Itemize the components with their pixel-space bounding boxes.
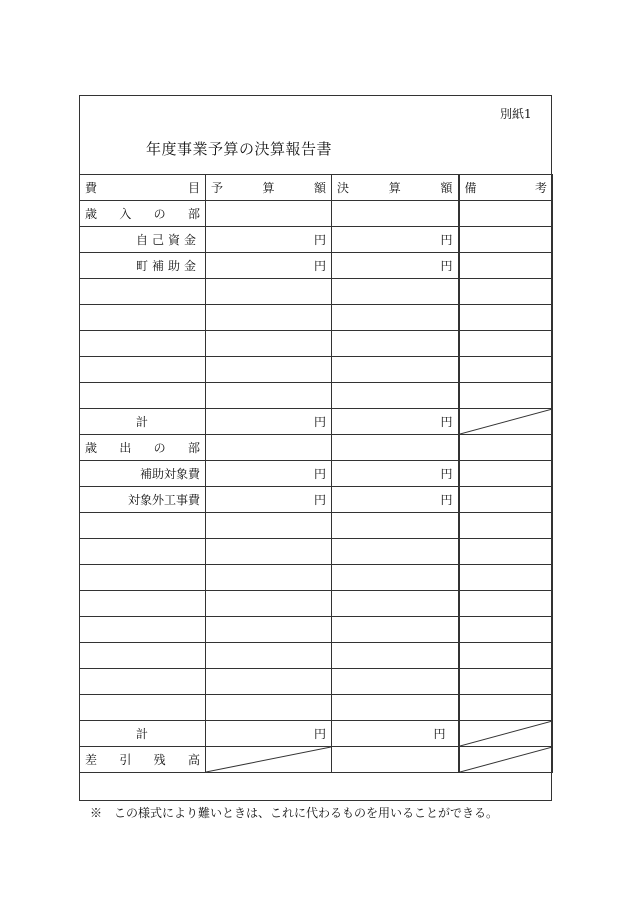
empty-row: [80, 357, 553, 383]
settlement-cell: 円: [332, 721, 459, 747]
income-section-row: [80, 201, 553, 227]
balance-label: 差 引 残 高: [80, 747, 206, 773]
table-row: [80, 227, 553, 253]
empty-row: [80, 331, 553, 357]
total-label: 計: [80, 409, 206, 435]
empty-row: [80, 305, 553, 331]
diagonal-slash: [206, 747, 331, 772]
empty-row: [80, 643, 553, 669]
diagonal-slash: [460, 747, 553, 772]
row-label: 町補助金: [80, 253, 206, 279]
empty-row: [80, 565, 553, 591]
expense-section-row: [80, 435, 553, 461]
empty-row: [80, 617, 553, 643]
row-label: 対象外工事費: [80, 487, 206, 513]
budget-cell: 円: [206, 253, 332, 279]
settlement-cell: [332, 747, 459, 773]
remarks-cell: [459, 461, 553, 487]
form-id: 別紙1: [500, 107, 532, 121]
row-label: 補助対象費: [80, 461, 206, 487]
empty-row: [80, 669, 553, 695]
empty-row: [80, 539, 553, 565]
settlement-cell: 円: [332, 487, 459, 513]
total-label: 計: [80, 721, 206, 747]
empty-row: [80, 513, 553, 539]
expense-section-label: 歳 出 の 部: [80, 435, 206, 461]
budget-table: [79, 174, 553, 773]
budget-cell: 円: [206, 721, 332, 747]
table-row: [80, 253, 553, 279]
header-remarks: 備 考: [459, 175, 553, 201]
row-label: 自己資金: [80, 227, 206, 253]
table-row: [80, 461, 553, 487]
settlement-cell: 円: [332, 227, 459, 253]
remarks-cell: [459, 253, 553, 279]
remarks-slash-cell: [459, 409, 553, 435]
diagonal-slash: [460, 409, 553, 434]
empty-row: [80, 591, 553, 617]
footnote: ※ この様式により難いときは、これに代わるものを用いることができる。: [90, 806, 499, 820]
header-settlement: 決 算 額: [332, 175, 459, 201]
empty-row: [80, 695, 553, 721]
remarks-cell: [459, 227, 553, 253]
remarks-slash-cell: [459, 721, 553, 747]
remarks-slash-cell: [459, 747, 553, 773]
budget-cell: 円: [206, 487, 332, 513]
empty-row: [80, 279, 553, 305]
budget-cell: 円: [206, 461, 332, 487]
diagonal-slash: [460, 721, 553, 746]
header-row: [80, 175, 553, 201]
header-item: 費 目: [80, 175, 206, 201]
settlement-cell: 円: [332, 409, 459, 435]
budget-slash-cell: [206, 747, 332, 773]
document-title: 年度事業予算の決算報告書: [145, 140, 332, 158]
settlement-cell: 円: [332, 253, 459, 279]
balance-row: [80, 747, 553, 773]
budget-cell: 円: [206, 409, 332, 435]
table-row: [80, 487, 553, 513]
header-budget: 予 算 額: [206, 175, 332, 201]
budget-cell: 円: [206, 227, 332, 253]
empty-row: [80, 383, 553, 409]
income-section-label: 歳 入 の 部: [80, 201, 206, 227]
expense-total-row: [80, 721, 553, 747]
income-total-row: [80, 409, 553, 435]
settlement-cell: 円: [332, 461, 459, 487]
remarks-cell: [459, 487, 553, 513]
